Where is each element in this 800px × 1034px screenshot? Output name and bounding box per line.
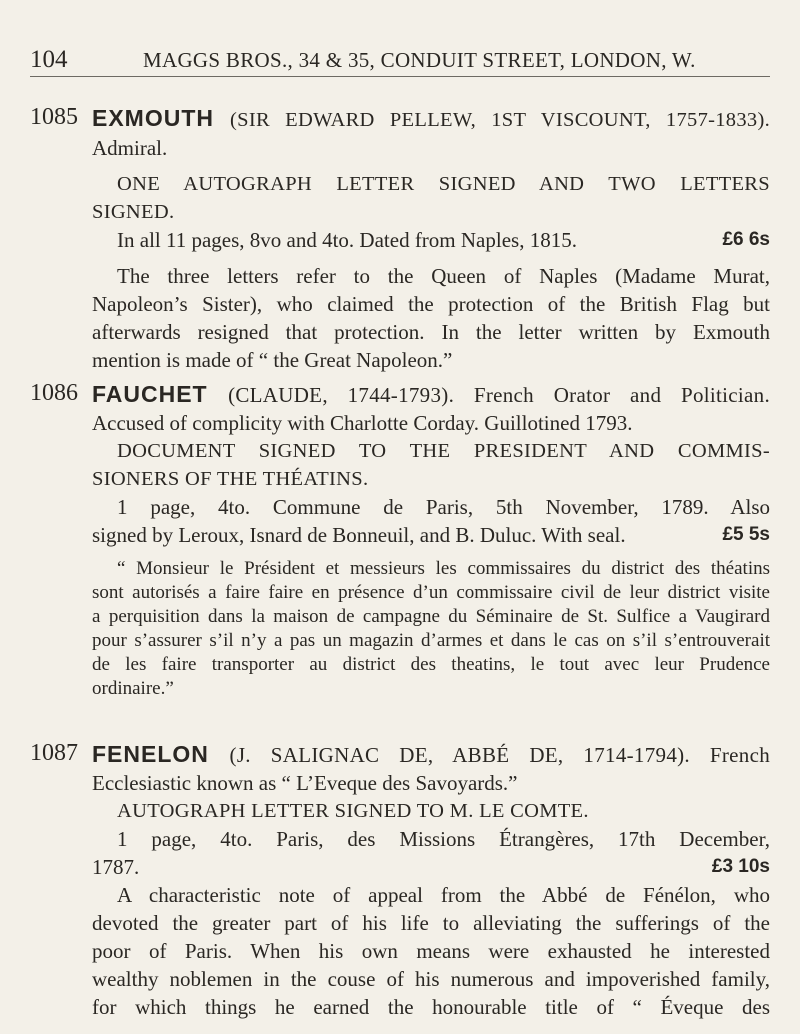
- quote-line: ordinaire.”: [92, 678, 174, 699]
- note-line: The three letters refer to the Queen of Naples (Madame Murat,: [117, 264, 770, 288]
- note-line: afterwards resigned that protection. In the letter written by Exmouth: [92, 320, 770, 344]
- item-details-cont: [92, 853, 770, 881]
- details-text: In all 11 pages, 8vo and 4to. Dated from Naples, 1815.: [117, 228, 577, 252]
- details-text: signed by Leroux, Isnard de Bonneuil, and B. Duluc. With seal.: [92, 523, 626, 547]
- price: £5 5s: [722, 524, 770, 545]
- entry-description: Admiral.: [92, 136, 168, 160]
- quote-line: de les faire transporter au district des theatins, le tout avec leur Prudence: [92, 654, 770, 675]
- page-header: [30, 46, 770, 77]
- entry-title: [92, 380, 770, 409]
- note-line: poor of Paris. When his own means were exhausted he interested: [92, 939, 770, 963]
- lot-number: 1087: [30, 740, 78, 766]
- entry-name: EXMOUTH: [92, 105, 214, 131]
- note-line: for which things he earned the honourable title of “ Éveque des: [92, 995, 770, 1019]
- entry-title-rest: (CLAUDE, 1744-1793). French Orator and Politician.: [228, 383, 771, 407]
- price: £6 6s: [722, 229, 770, 250]
- note-line: devoted the greater part of his life to alleviating the sufferings of the: [92, 911, 770, 935]
- item-heading-cont: SIONERS OF THE THÉATINS.: [92, 468, 369, 490]
- entry-description: Accused of complicity with Charlotte Corday. Guillotined 1793.: [92, 411, 633, 435]
- catalogue-entry: [30, 740, 770, 1021]
- entry-title-rest: (J. SALIGNAC DE, ABBÉ DE, 1714-1794). French: [229, 743, 771, 767]
- item-heading: DOCUMENT SIGNED TO THE PRESIDENT AND COMMIS-: [117, 440, 770, 462]
- quote-line: “ Monsieur le Président et messieurs les commissaires du district des théatins: [117, 558, 770, 579]
- item-details: [117, 226, 770, 254]
- note-line: A characteristic note of appeal from the Abbé de Fénélon, who: [117, 883, 770, 907]
- item-heading-cont: SIGNED.: [92, 201, 175, 223]
- entry-title: [92, 104, 770, 134]
- details-text: 1787.: [92, 855, 140, 879]
- lot-number: 1086: [30, 380, 78, 406]
- lot-number: 1085: [30, 104, 78, 130]
- note-line: Napoleon’s Sister), who claimed the protection of the British Flag but: [92, 292, 770, 316]
- item-heading: ONE AUTOGRAPH LETTER SIGNED AND TWO LETTERS: [117, 173, 770, 195]
- running-head: MAGGS BROS., 34 & 35, CONDUIT STREET, LONDON, W.: [143, 48, 696, 72]
- page-number: 104: [30, 46, 68, 73]
- quote-line: a perquisition dans la maison de campagne du Séminaire de St. Sulfice a Vaugirard: [92, 606, 770, 627]
- entry-description: Ecclesiastic known as “ L’Eveque des Savoyards.”: [92, 771, 518, 795]
- quote-line: pour s’assurer s’il n’y a pas un magazin d’armes et dans le cas on s’il s’entrouverait: [92, 630, 770, 651]
- item-details: 1 page, 4to. Commune de Paris, 5th November, 1789. Also: [117, 495, 770, 519]
- quote-line: sont autorisés a faire faire en présence d’un commissaire civil de leur district visite: [92, 582, 770, 603]
- item-details-cont: [92, 521, 770, 549]
- note-line: wealthy noblemen in the couse of his numerous and impoverished family,: [92, 967, 770, 991]
- entry-name: FAUCHET: [92, 381, 208, 407]
- price: £3 10s: [711, 856, 770, 877]
- note-line: mention is made of “ the Great Napoleon.”: [92, 348, 453, 372]
- entry-title: [92, 740, 770, 769]
- item-details: 1 page, 4to. Paris, des Missions Étrangères, 17th December,: [117, 827, 770, 851]
- catalogue-entry: [30, 104, 770, 374]
- item-heading: AUTOGRAPH LETTER SIGNED TO M. LE COMTE.: [117, 800, 589, 822]
- entry-title-rest: (SIR EDWARD PELLEW, 1ST VISCOUNT, 1757-1833).: [230, 109, 770, 131]
- entry-name: FENELON: [92, 741, 209, 767]
- catalogue-entry: [30, 380, 770, 701]
